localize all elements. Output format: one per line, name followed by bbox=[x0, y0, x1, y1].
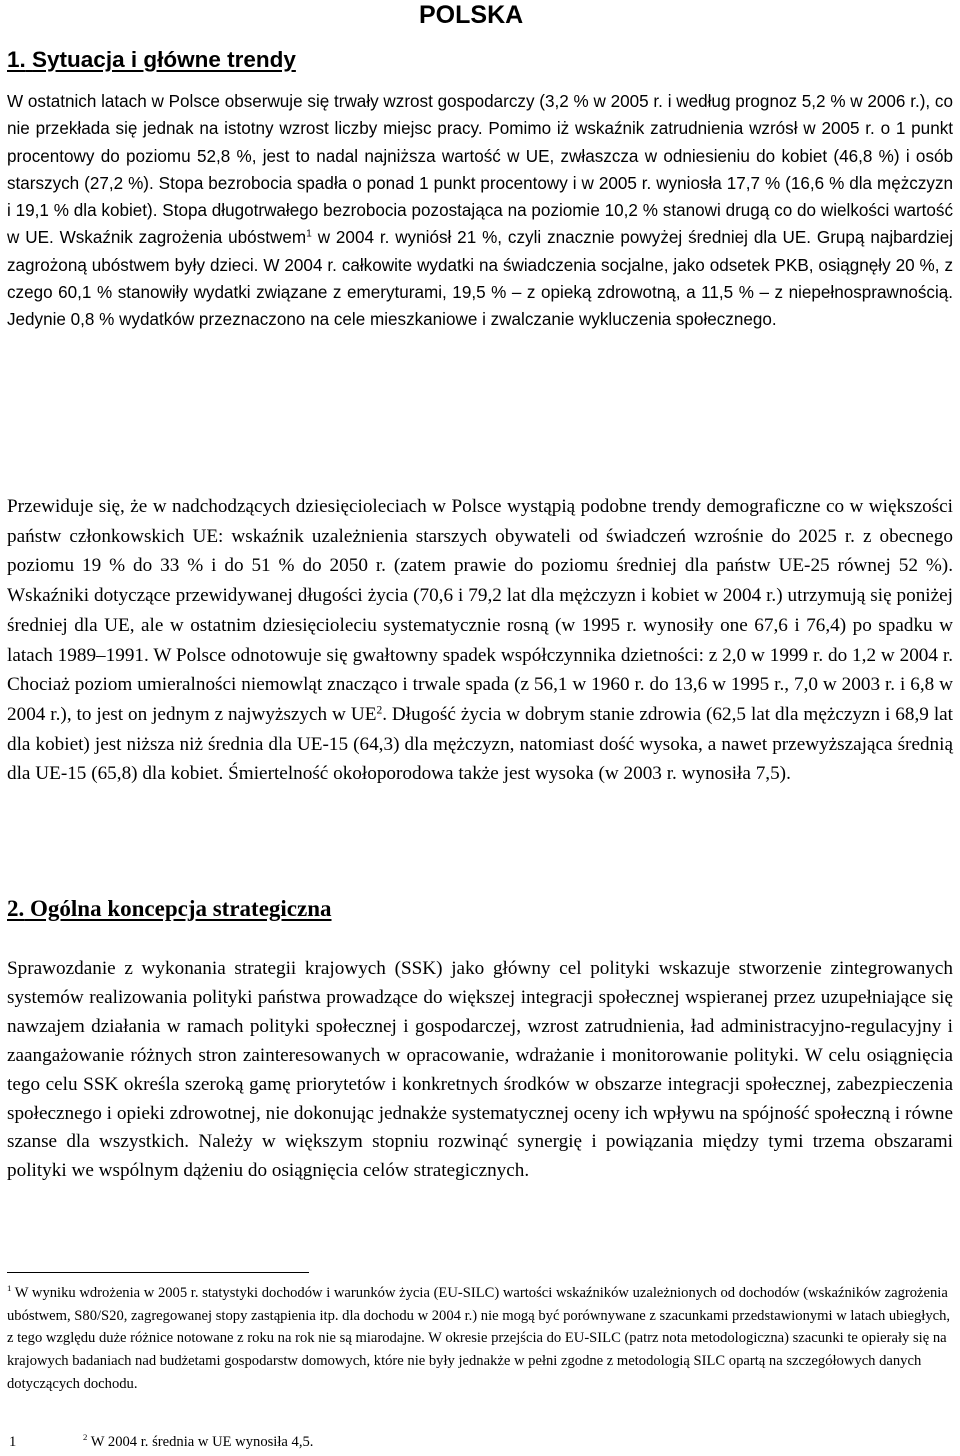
footnote-1-marker: 1 bbox=[7, 1283, 12, 1294]
paragraph-3: Sprawozdanie z wykonania strategii krajowych (SSK) jako główny cel polityki wskazuje stworzenie zintegrowanych systemów realizowania polityki państwa prowadzące do większej integracji społecznej wspieranej przez uzupełniające się nawzajem działania w ramach polityki społecznej i gospodarczej, wzrost zatrudnienia, ład administracyjno-regulacyjny i zaangażowanie różnych stron zainteresowanych w opracowanie, wdrażanie i monitorowanie polityki. W celu osiągnięcia tego celu SSK określa szeroką gamę priorytetów i konkretnych środków w obszarze integracji społecznej, zabezpieczenia społecznego i opieki zdrowotnej, nie dokonując jednakże systematycznej oceny ich wpływu na spójność społeczną i równe szanse dla wszystkich. Należy w większym stopniu rozwinąć synergię i powiązania między tymi trzema obszarami polityki we wspólnym dążeniu do osiągnięcia celów strategicznych. bbox=[7, 958, 953, 1182]
paragraph-2-text-a: Przewiduje się, że w nadchodzących dziesięcioleciach w Polsce wystąpią podobne trendy demograficzne co w większości państw członkowskich UE: wskaźnik uzależnienia starszych obywateli od świadczeń wzrośnie do 2025 r. z obecnego poziomu 19 % do 33 % i do 51 % do 2050 r. (zatem prawie do poziomu średniej dla państw UE-25 równej 52 %). Wskaźniki dotyczące przewidywanej długości życia (70,6 i 79,2 lat dla mężczyzn i kobiet w 2004 r.) utrzymują się poniżej średniej dla UE, ale w ostatnim dziesięcioleciu systematycznie rosną (w 1995 r. wynosiły one 67,6 i 76,4) po spadku w latach 1989–1991. W Polsce odnotowuje się gwałtowny spadek współczynnika dzietności: z 2,0 w 1999 r. do 1,2 w 2004 r. Chociaż poziom umieralności niemowląt znacząco i trwale spada (z 56,1 w 1960 r. do 13,6 w 1995 r., 7,0 w 2003 r. i 6,8 w 2004 r.), to jest on jednym z najwyższych w UE bbox=[7, 496, 953, 725]
section-1-title: Sytuacja i główne trendy bbox=[32, 47, 296, 72]
country-title: POLSKA bbox=[419, 1, 524, 29]
footnote-1-text: W wyniku wdrożenia w 2005 r. statystyki dochodów i warunków życia (EU-SILC) wartości wskaźników uzależnionych od dochodów (wskaźników zagrożenia ubóstwem, S80/S20, zagregowanej stopy zastąpienia itp. dla dochodu w 2004 r.) nie mogą być porównywane z szacunkami przedstawionymi w latach ubiegłych, z tego względu duże różnice notowane z roku na rok nie są miarodajne. W okresie przejścia do EU-SILC (patrz nota metodologiczna) szacunki te opierały się na krajowych badaniach nad budżetami gospodarstw domowych, które nie były jednakże w pełni zgodne z metodologią SILC opartą na szczegółowych danych dotyczących dochodu. bbox=[7, 1285, 951, 1392]
paragraph-1-text-a: W ostatnich latach w Polsce obserwuje się trwały wzrost gospodarczy (3,2 % w 2005 r. i według prognoz 5,2 % w 2006 r.), co nie przekłada się jednak na istotny wzrost liczby miejsc pracy. Pomimo iż wskaźnik zatrudnienia wzrósł w 2005 r. o 1 punkt procentowy do poziomu 52,8 %, jest to nadal najniższa wartość w UE, zwłaszcza w odniesieniu do kobiet (46,8 %) i osób starszych (27,2 %). Stopa bezrobocia spadła o ponad 1 punkt procentowy i w 2005 r. wyniosła 17,7 % (16,6 % dla mężczyzn i 19,1 % dla kobiet). Stopa długotrwałego bezrobocia pozostająca na poziomie 10,2 % stanowi drugą co do wielkości wartość w UE. Wskaźnik zagrożenia ubóstwem bbox=[7, 92, 953, 248]
footnote-2-marker: 2 bbox=[83, 1432, 88, 1443]
paragraph-2-text-b: . Długość życia w dobrym stanie zdrowia (62,5 lat dla mężczyzn i 68,9 lat dla kobiet) jest niższa niż średnia dla UE-15 (64,3) dla mężczyzn, natomiast dość wysoka, a nawet przewyższająca średnią dla UE-15 (65,8) dla kobiet. Śmiertelność okołoporodowa także jest wysoka (w 2003 r. wynosiła 7,5). bbox=[7, 703, 953, 785]
footnote-2-text: W 2004 r. średnia w UE wynosiła 4,5. bbox=[87, 1434, 314, 1450]
section-2-title: Ogólna koncepcja strategiczna bbox=[30, 896, 332, 921]
paragraph-1-text-b: w 2004 r. wyniósł 21 %, czyli znacznie powyżej średniej dla UE. Grupą najbardziej zagrożoną ubóstwem były dzieci. W 2004 r. całkowite wydatki na świadczenia socjalne, jako odsetek PKB, osiągnęły 20 %, z czego 60,1 % stanowiły wydatki związane z emeryturami, 19,5 % – z opieką zdrowotną, a 11,5 % – z niepełnosprawnością. Jedynie 0,8 % wydatków przeznaczono na cele mieszkaniowe i zwalczanie wykluczenia społecznego. bbox=[7, 228, 953, 330]
section-1-heading bbox=[7, 46, 296, 74]
footnote-1 bbox=[7, 1282, 953, 1396]
section-2-number: 2. bbox=[7, 896, 25, 921]
page-number: 1 bbox=[9, 1434, 17, 1450]
footnote-ref-2: 2 bbox=[376, 704, 383, 717]
section-2-heading bbox=[7, 894, 332, 924]
footnote-separator bbox=[7, 1272, 309, 1273]
footnote-2 bbox=[7, 1431, 953, 1454]
paragraph-1 bbox=[7, 88, 953, 334]
footnote-ref-1: 1 bbox=[306, 228, 312, 240]
section-1-number: 1. bbox=[7, 47, 26, 72]
paragraph-2 bbox=[7, 492, 953, 789]
